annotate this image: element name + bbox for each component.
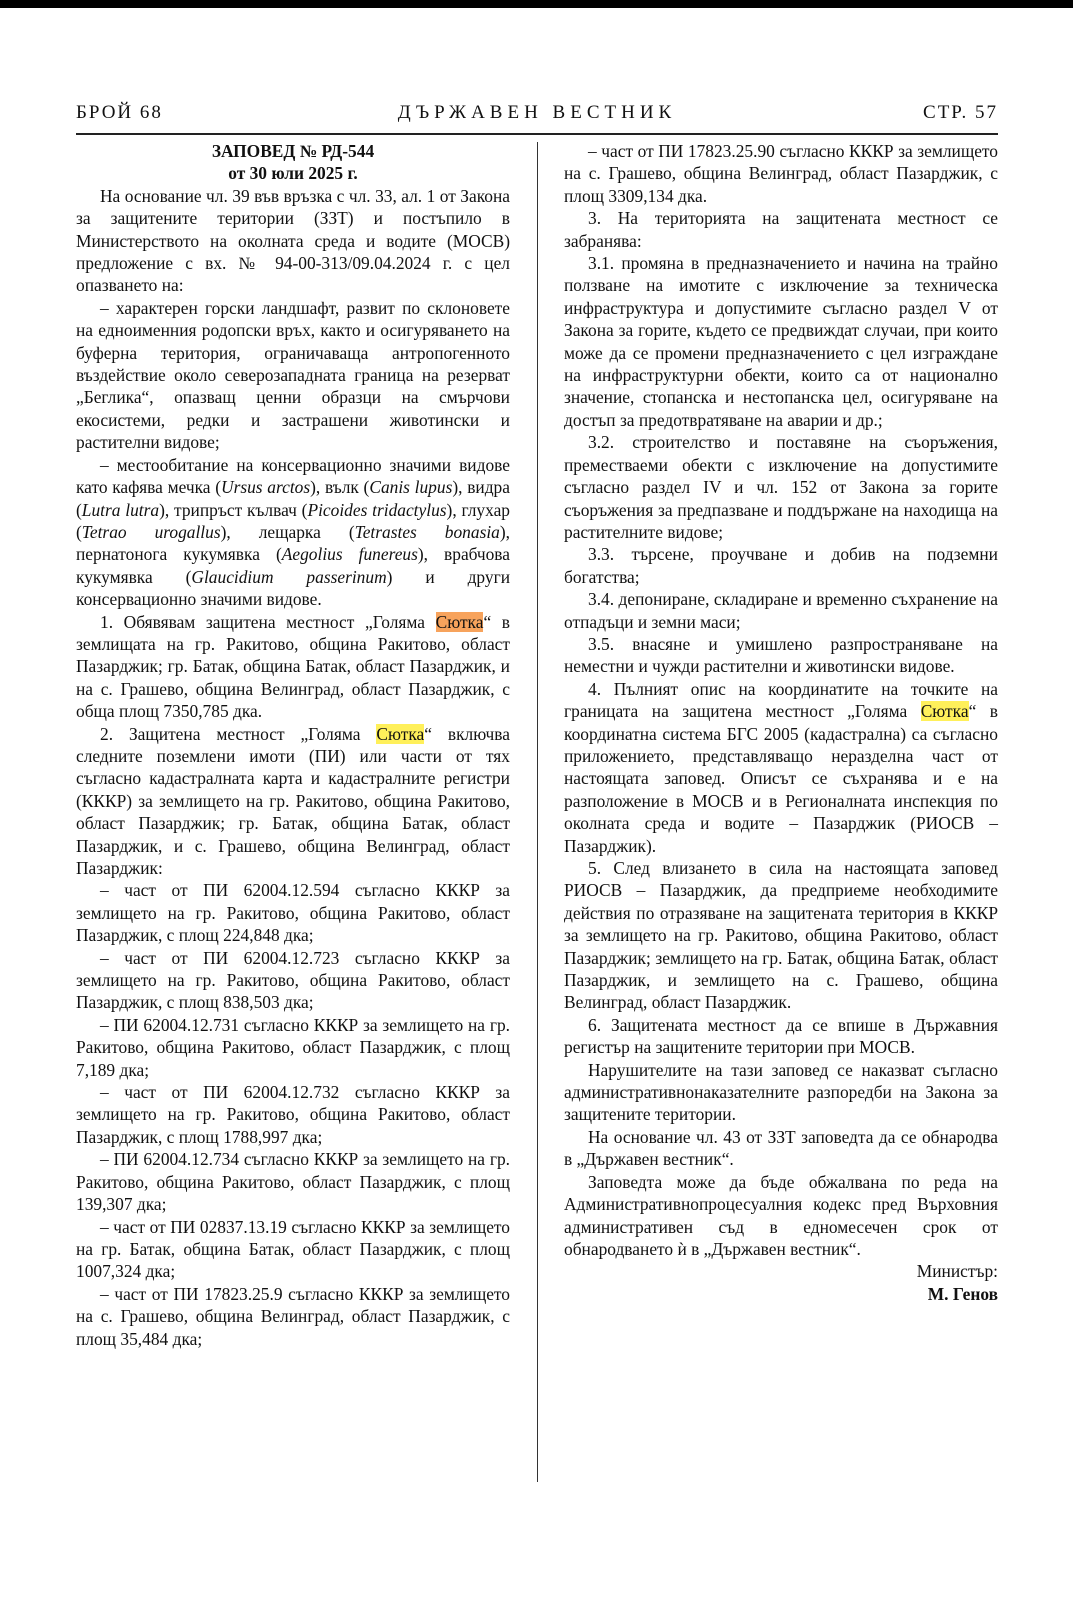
item-3-5: 3.5. внасяне и умишлено разпространяване на неместни и чужди растителни и животински видове. [564,633,998,677]
item-2-parcels-intro: 2. Защитена местност „Голяма Сютка“ включва следните поземлени имоти (ПИ) или части от тях съгласно кадастралната карта и кадастралните регистри (КККР) за землището на гр. Ракитово, община Ракитово, област Пазарджик; гр. Батак, община Батак, област Пазарджик, и с. Грашево, община Велинград, област Пазарджик: [76,723,510,878]
item-3-prohibitions: 3. На територията на защитената местност се забранява: [564,208,998,251]
item-5: 5. След влизането в сила на настоящата заповед РИОСВ – Пазарджик, да предприеме необходимите действия по отразяване на защитената територия в КККР за землището на гр. Ракитово, община Ракитово, област Пазарджик; землището на гр. Батак, община Батак, област Пазарджик, и землището на с. Грашево, община Велинград, област Пазарджик. [564,858,998,1013]
right-column [564,140,998,1305]
signature-role: Министър: [916,1261,998,1282]
order-date: от 30 юли 2025 г. [228,163,358,184]
appeal-paragraph: Заповедта може да бъде обжалвана по реда на Административнопроцесуалния кодекс пред Върховния административен съд в едномесечен срок от обнародването ѝ в „Държавен вестник“. [564,1171,998,1259]
parcel-item: – част от ПИ 02837.13.19 съгласно КККР за землището на гр. Батак, община Батак, област Пазарджик, с площ 1007,324 дка; [76,1216,510,1282]
top-status-bar [0,0,1073,8]
highlighted-term: Сютка [376,723,425,744]
publication-name: ДЪРЖАВЕН ВЕСТНИК [397,102,677,123]
species-name: Tetrastes bonasia [354,521,500,542]
page-number: СТР. 57 [923,102,998,123]
issue-number: БРОЙ 68 [76,102,163,123]
species-name: Lutra lutra [81,499,160,520]
species-name: Tetrao urogallus [81,521,221,542]
item-6: 6. Защитената местност да се впише в Държавния регистър на защитените територии при МОСВ. [564,1014,998,1058]
parcel-item: – част от ПИ 17823.25.90 съгласно КККР за землището на с. Грашево, община Велинград, област Пазарджик, с площ 3309,134 дка. [564,141,998,206]
parcel-item: – част от ПИ 62004.12.594 съгласно КККР за землището на гр. Ракитово, община Ракитово, област Пазарджик, с площ 224,848 дка; [76,880,510,946]
species-name: Canis lupus [369,477,453,498]
preamble-paragraph: На основание чл. 39 във връзка с чл. 33, ал. 1 от Закона за защитените територии (ЗЗТ) и постъпило в Министерството на околната среда и водите (МОСВ) предложение с вх. № 94-00-313/09.04.2024 г. с цел опазването на: [76,185,510,296]
highlighted-term: Сютка [920,701,969,722]
item-3-1: 3.1. промяна в предназначението и начина на трайно ползване на имотите с изключение за техническа инфраструктура и допустимите съгласно раздел V от Закона за горите, където се предвиждат случаи, при които може да се промени предназначението с цел изграждане на инфраструктурни обекти, които са от национално значение, стопанска и нестопанска цел, осигуряване на достъп за предотвратяване на аварии и др.; [564,253,998,430]
parcel-item: – ПИ 62004.12.731 съгласно КККР за землището на гр. Ракитово, община Ракитово, област Пазарджик, с площ 7,189 дка; [76,1014,510,1080]
parcel-item: – част от ПИ 62004.12.732 съгласно КККР за землището на гр. Ракитово, община Ракитово, област Пазарджик, с площ 1788,997 дка; [76,1082,510,1147]
left-column [76,140,510,1350]
penalty-paragraph: Нарушителите на тази заповед се наказват съгласно административнонаказателните разпоредби на Закона за защитените територии. [564,1059,998,1125]
species-name: Aegolius funereus [281,544,418,565]
page-header [76,102,998,128]
species-name: Picoides tridactylus [307,499,447,520]
publication-paragraph: На основание чл. 43 от ЗЗТ заповедта да се обнародва в „Държавен вестник“. [564,1126,998,1170]
purpose-landscape: – характерен горски ландшафт, развит по склоновете на едноименния родопски връх, както и осигуряването на буферна територия, ограничаваща антропогенното въздействие около северозападната граница на резерват „Беглика“, опазващ ценни образци на смърчови екосистеми, редки и застрашени животински и растителни видове; [76,297,510,453]
item-1-declaration: 1. Обявявам защитена местност „Голяма Сютка“ в землищата на гр. Ракитово, община Ракитово, област Пазарджик; гр. Батак, община Батак, област Пазарджик, и на с. Грашево, община Велинград, област Пазарджик, с обща площ 7350,785 дка. [76,611,511,722]
parcel-item: – част от ПИ 17823.25.9 съгласно КККР за землището на с. Грашево, община Велинград, област Пазарджик, с площ 35,484 дка; [76,1283,510,1349]
species-name: Glaucidium passerinum [191,566,387,587]
parcel-item: – ПИ 62004.12.734 съгласно КККР за землището на гр. Ракитово, община Ракитово, област Пазарджик, с площ 139,307 дка; [76,1149,510,1215]
highlighted-term: Сютка [435,611,484,632]
column-divider [537,142,538,1482]
item-4-coordinates: 4. Пълният опис на координатите на точките на границата на защитена местност „Голяма Сютка“ в координатна система БГС 2005 (кадастрална) са съгласно приложението, представляващо неразделна част от настоящата заповед. Описът се съхранява и е на разположение в МОСВ и в Регионалната инспекция по околната среда и водите – Пазарджик (РИОСВ – Пазарджик). [564,678,998,856]
order-title: ЗАПОВЕД № РД-544 [211,141,375,161]
item-3-4: 3.4. депониране, складиране и временно съхранение на отпадъци и земни маси; [564,589,998,632]
item-3-3: 3.3. търсене, проучване и добив на подземни богатства; [564,544,998,587]
parcel-item: – част от ПИ 62004.12.723 съгласно КККР за землището на гр. Ракитово, община Ракитово, област Пазарджик, с площ 838,503 дка; [76,947,510,1013]
signature-name: М. Генов [927,1283,998,1304]
header-rule [76,133,998,135]
item-3-2: 3.2. строителство и поставяне на съоръжения, преместваеми обекти с изключение на допустимите съгласно раздел IV и чл. 152 от Закона за горите съоръжения за предпазване и поддържане на находища на растителните видове; [564,432,998,542]
purpose-habitat: – местообитание на консервационно значими видове като кафява мечка (Ursus arctos), вълк (Canis lupus), видра (Lutra lutra), трипръст кълвач (Picoides tridactylus), глухар (Tetrao urogallus), лещарка (Tetrastes bonasia), пернатонога кукумявка (Aegolius funereus), врабчова кукумявка (Glaucidium passerinum) и други консервационно значими видове. [76,454,511,610]
species-name: Ursus arctos [221,477,311,498]
